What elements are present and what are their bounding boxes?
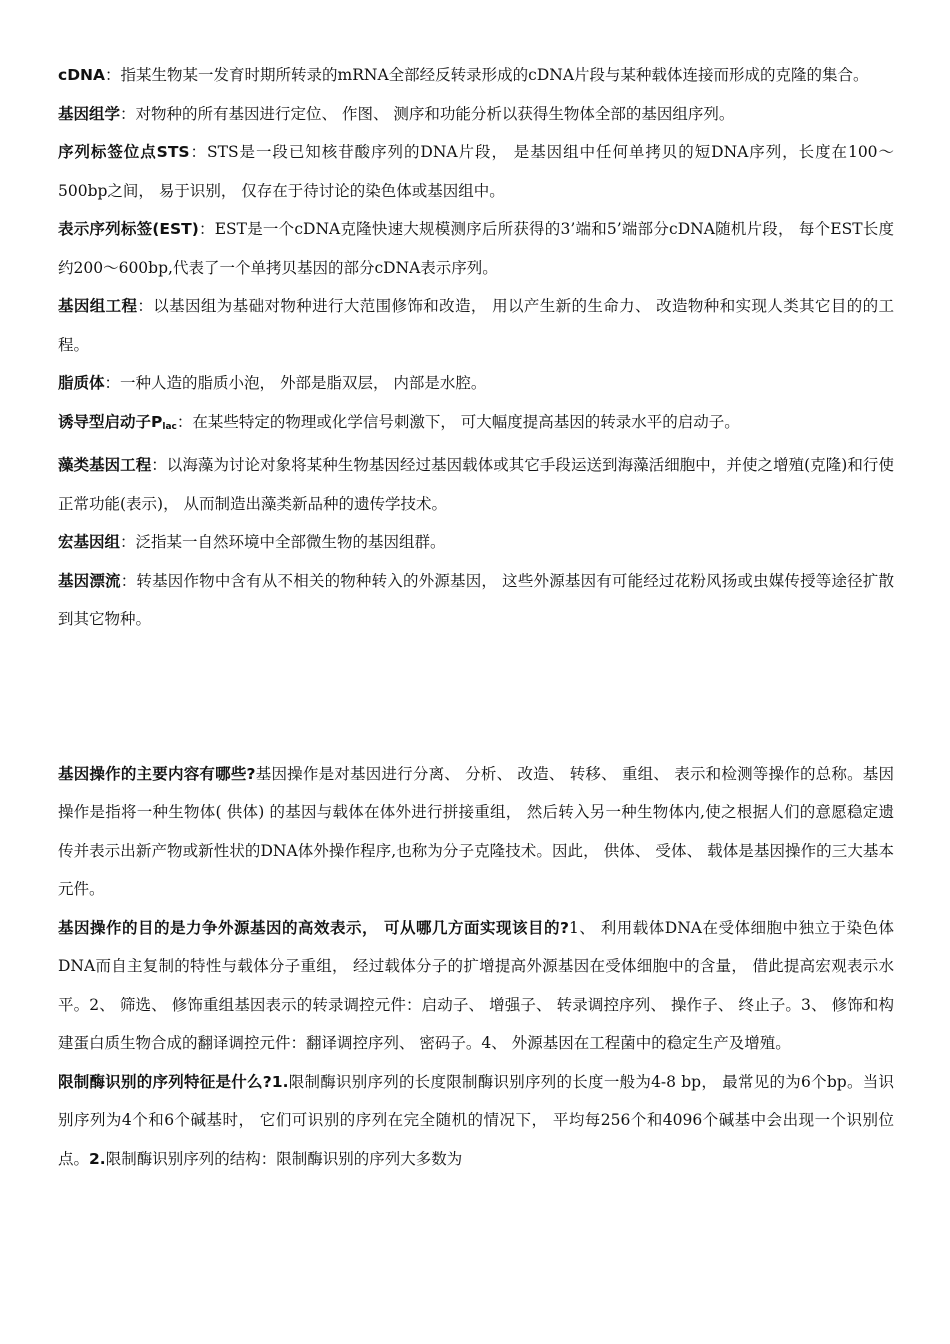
question-2	[58, 909, 894, 1063]
definition-gene-flow	[58, 562, 894, 639]
definition-body: ：以基因组为基础对物种进行大范围修饰和改造， 用以产生新的生命力、 改造物种和实现人类其它目的的工程。	[58, 297, 894, 354]
definition-liposome	[58, 364, 894, 403]
term: cDNA	[58, 66, 106, 84]
answer-number: 2.	[89, 1149, 106, 1168]
question-text: 基因操作的主要内容有哪些?	[58, 764, 256, 783]
answer-text: 限制酶识别序列的结构：限制酶识别的序列大多数为	[105, 1149, 463, 1168]
question-1	[58, 755, 894, 909]
term: 序列标签位点STS	[58, 143, 190, 161]
answer-number: 1.	[271, 1072, 289, 1091]
term-subscript: lac	[162, 421, 177, 432]
term: 藻类基因工程	[58, 456, 152, 474]
definition-est	[58, 210, 894, 287]
answer-text: 1、 利用载体DNA在受体细胞中独立于染色体DNA而自主复制的特性与载体分子重组， 经过载体分子的扩增提高外源基因在受体细胞中的含量， 借此提高宏观表示水平。2、 筛选、 修饰重组基因表示的转录调控元件：启动子、 增强子、 转录调控序列、 操作子、 终止子。3、 修饰和构建蛋白质生物合成的翻译调控元件：翻译调控序列、 密码子。4、 外源基因在工程菌中的稳定生产及增殖。	[58, 918, 894, 1052]
term: 基因组学	[58, 104, 121, 123]
answer-text: 限制酶识别序列的长度限制酶识别序列的长度一般为4-8 bp， 最常见的为6个bp。当识别序列为4个和6个碱基时， 它们可识别的序列在完全随机的情况下， 平均每256个和4096个碱基中会出现一个识别位点。	[58, 1072, 894, 1168]
question-text: 限制酶识别的序列特征是什么?	[58, 1072, 272, 1091]
definition-body: ：以海藻为讨论对象将某种生物基因经过基因载体或其它手段运送到海藻活细胞中，并使之增殖(克隆)和行使正常功能(表示)， 从而制造出藻类新品种的遗传学技术。	[58, 456, 894, 513]
definition-body: ：EST是一个cDNA克隆快速大规模测序后所获得的3’端和5’端部分cDNA随机片段， 每个EST长度约200～600bp,代表了一个单拷贝基因的部分cDNA表示序列。	[58, 220, 894, 277]
definition-genome-engineering	[58, 287, 894, 364]
section-spacer	[58, 639, 894, 755]
definition-metagenome	[58, 523, 894, 562]
term: 基因漂流	[58, 571, 121, 590]
definition-sts	[58, 133, 894, 210]
definition-body: ：指某生物某一发育时期所转录的mRNA全部经反转录形成的cDNA片段与某种载体连接而形成的克隆的集合。	[105, 66, 869, 84]
definition-body: ：泛指某一自然环境中全部微生物的基因组群。	[120, 533, 446, 551]
definition-body: ：转基因作物中含有从不相关的物种转入的外源基因， 这些外源基因有可能经过花粉风扬或虫媒传授等途径扩散到其它物种。	[58, 571, 894, 628]
term: 诱导型启动子P	[58, 412, 163, 431]
document-page	[58, 56, 894, 1178]
question-3	[58, 1063, 894, 1179]
answer-text: 基因操作是对基因进行分离、 分析、 改造、 转移、 重组、 表示和检测等操作的总称。基因操作是指将一种生物体( 供体) 的基因与载体在体外进行拼接重组， 然后转入另一种生物体内,使之根据人们的意愿稳定遗传并表示出新产物或新性状的DNA体外操作程序,也称为分子克隆技术。因此， 供体、 受体、 载体是基因操作的三大基本元件。	[58, 764, 895, 898]
definition-body: ：STS是一段已知核苷酸序列的DNA片段， 是基因组中任何单拷贝的短DNA序列，长度在100～500bp之间， 易于识别， 仅存在于待讨论的染色体或基因组中。	[58, 143, 894, 200]
definition-inducible-promoter	[58, 403, 894, 447]
definition-algae-engineering	[58, 446, 894, 523]
term: 基因组工程	[58, 297, 138, 315]
definition-body: ：在某些特定的物理或化学信号刺激下， 可大幅度提高基因的转录水平的启动子。	[176, 412, 740, 431]
term: 宏基因组	[58, 533, 121, 551]
definition-body: ：对物种的所有基因进行定位、 作图、 测序和功能分析以获得生物体全部的基因组序列。	[120, 104, 735, 123]
definition-body: ：一种人造的脂质小泡， 外部是脂双层， 内部是水腔。	[104, 374, 487, 392]
question-text: 基因操作的目的是力争外源基因的高效表示， 可从哪几方面实现该目的?	[58, 918, 569, 937]
definition-cdna	[58, 56, 894, 95]
term: 脂质体	[58, 374, 105, 392]
definition-genomics	[58, 95, 894, 134]
term: 表示序列标签(EST)	[58, 220, 199, 238]
